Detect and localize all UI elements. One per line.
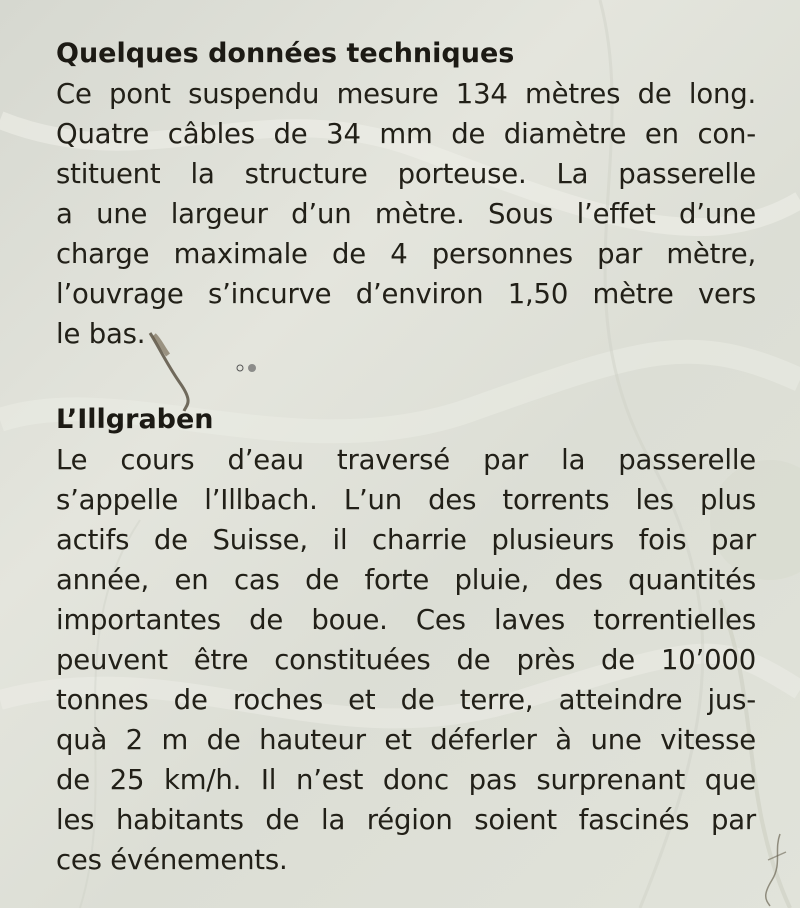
technical-data-heading: Quelques données techniques: [56, 38, 515, 69]
paragraph-line: importantes de boue. Ces laves torrentielles: [56, 604, 756, 636]
paragraph-line: actifs de Suisse, il charrie plusieurs fois par: [56, 524, 756, 556]
paragraph-line: Le cours d’eau traversé par la passerelle: [56, 444, 756, 476]
paragraph-line: tonnes de roches et de terre, atteindre jus-: [56, 684, 756, 716]
paragraph-line: Ce pont suspendu mesure 134 mètres de long.: [56, 78, 756, 110]
paragraph-line: peuvent être constituées de près de 10’000: [56, 644, 756, 676]
illgraben-section: [56, 400, 756, 880]
scratch-mark: [140, 325, 200, 415]
paragraph-line: stituent la structure porteuse. La passerelle: [56, 158, 756, 190]
paragraph-line: charge maximale de 4 personnes par mètre,: [56, 238, 756, 270]
paragraph-line: les habitants de la région soient fascinés par: [56, 804, 756, 836]
paragraph-line: a une largeur d’un mètre. Sous l’effet d’une: [56, 198, 756, 230]
paragraph-line: année, en cas de forte pluie, des quantités: [56, 564, 756, 596]
stain-dots: [232, 360, 262, 380]
paragraph-line: le bas.: [56, 318, 146, 350]
paragraph-line: Quatre câbles de 34 mm de diamètre en con-: [56, 118, 756, 150]
paragraph-line: l’ouvrage s’incurve d’environ 1,50 mètre vers: [56, 278, 756, 310]
scratch-mark: [760, 830, 800, 908]
paragraph-line: ces événements.: [56, 844, 288, 876]
paragraph-line: de 25 km/h. Il n’est donc pas surprenant que: [56, 764, 756, 796]
paragraph-line: quà 2 m de hauteur et déferler à une vitesse: [56, 724, 756, 756]
sign-text-panel: [56, 34, 756, 880]
paragraph-line: s’appelle l’Illbach. L’un des torrents les plus: [56, 484, 756, 516]
illgraben-heading: L’Illgraben: [56, 404, 214, 435]
technical-data-section: [56, 34, 756, 354]
